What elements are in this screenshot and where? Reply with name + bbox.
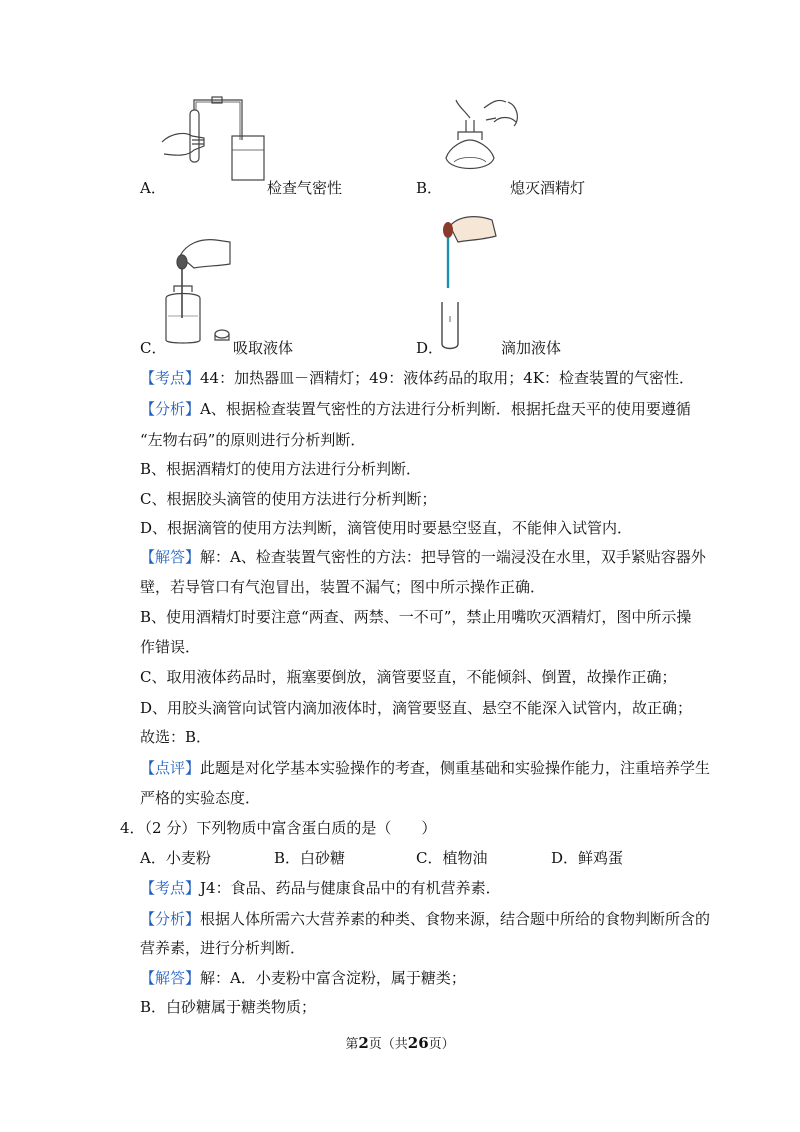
figure-a-letter: A． [140,179,166,197]
q3-fenxi-line-3: B、根据酒精灯的使用方法进行分析判断． [140,460,422,478]
figure-b-letter: B． [416,179,443,197]
q3-dianping-tag: 【点评】 [140,759,201,777]
q3-jieda-text-1: 解：A、检查装置气密性的方法：把导管的一端浸没在水里，双手紧贴容器外 [200,548,706,566]
q4-fenxi-tag: 【分析】 [140,910,201,928]
figure-d-caption: 滴加液体 [501,339,562,357]
q3-kaodian-text: 44：加热器皿－酒精灯；49：液体药品的取用；4K：检查装置的气密性． [200,369,694,387]
q4-option-c: C．植物油 [416,849,488,867]
q3-jieda-line-5: C、取用液体药品时，瓶塞要倒放，滴管要竖直，不能倾斜、倒置，故操作正确； [140,668,677,686]
footer-page-number: 2 [358,1034,369,1052]
q3-jieda-tag: 【解答】 [140,548,201,566]
figure-a-caption: 检查气密性 [267,179,343,197]
q3-dianping-text-1: 此题是对化学基本实验操作的考查，侧重基础和实验操作能力，注重培养学生 [200,759,711,777]
q3-jieda-line-3: B、使用酒精灯时要注意“两查、两禁、一不可”，禁止用嘴吹灭酒精灯，图中所示操 [140,608,692,626]
q4-fenxi-text-1: 根据人体所需六大营养素的种类、食物来源，结合题中所给的食物判断所含的 [200,910,711,928]
q3-kaodian-tag: 【考点】 [140,369,201,387]
figure-d-letter: D． [416,339,444,357]
q4-option-d: D．鲜鸡蛋 [551,849,624,867]
figure-b-alcohol-lamp-illustration [436,96,526,182]
q3-dianping [140,758,710,778]
footer-prefix: 第 [345,1037,359,1052]
q4-option-b: B．白砂糖 [274,849,346,867]
q4-kaodian-text: J4：食品、药品与健康食品中的有机营养素． [200,879,501,897]
q3-jieda-line-2: 壁，若导管口有气泡冒出，装置不漏气；图中所示操作正确． [140,578,546,596]
q3-fenxi-line-5: D、根据滴管的使用方法判断，滴管使用时要悬空竖直，不能伸入试管内． [140,519,633,537]
footer-middle: 页（共 [368,1037,408,1052]
q4-kaodian-tag: 【考点】 [140,879,201,897]
q4-jieda-tag: 【解答】 [140,969,201,987]
q3-dianping-line-2: 严格的实验态度． [140,789,261,807]
q3-fenxi-line-2: “左物右码”的原则进行分析判断． [140,431,366,449]
q3-fenxi-text-1: A、根据检查装置气密性的方法进行分析判断．根据托盘天平的使用要遵循 [200,400,691,418]
q4-fenxi-line-2: 营养素，进行分析判断． [140,939,306,957]
q4-jieda-text-1: 解：A．小麦粉中富含淀粉，属于糖类； [200,969,466,987]
page-footer [0,1033,800,1052]
q3-fenxi-tag: 【分析】 [140,400,201,418]
q3-fenxi-line-4: C、根据胶头滴管的使用方法进行分析判断； [140,490,437,508]
footer-suffix: 页） [428,1037,455,1052]
q4-option-a: A．小麦粉 [140,849,211,867]
q4-stem: 4．（2 分）下列物质中富含蛋白质的是（ ） [120,819,437,837]
q3-kaodian [140,368,694,388]
q3-jieda-line-4: 作错误． [140,638,201,656]
q4-fenxi [140,909,710,929]
q3-jieda [140,547,706,567]
q3-jieda-line-7: 故选：B． [140,728,212,746]
figure-c-letter: C． [140,339,167,357]
q3-jieda-line-6: D、用胶头滴管向试管内滴加液体时，滴管要竖直、悬空不能深入试管内，故正确； [140,699,693,717]
figure-b-caption: 熄灭酒精灯 [510,179,586,197]
figure-d-drop-liquid-illustration [436,212,500,352]
figure-a-airtightness-illustration [160,92,270,184]
figure-c-caption: 吸取液体 [233,339,294,357]
figure-c-draw-liquid-illustration [160,234,232,346]
q4-jieda [140,968,466,988]
q3-fenxi [140,399,691,419]
footer-total-pages: 26 [407,1034,429,1052]
q4-kaodian [140,878,501,898]
q4-jieda-line-2: B．白砂糖属于糖类物质； [140,998,317,1016]
